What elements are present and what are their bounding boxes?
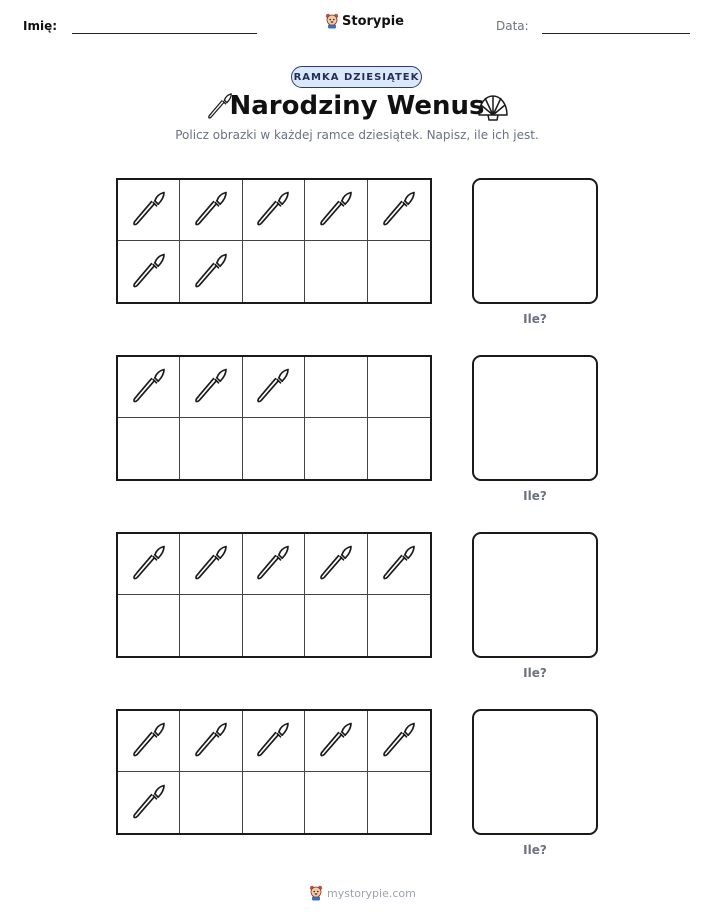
paintbrush-icon [253,544,293,584]
ten-frame-cell [180,357,242,418]
ten-frame-cell [368,357,430,418]
ten-frame-cell [180,180,242,241]
paintbrush-icon [253,367,293,407]
answer-box-1[interactable] [472,178,598,304]
answer-label-3: Ile? [523,666,547,680]
paintbrush-icon [316,721,356,761]
paintbrush-icon [129,544,169,584]
ten-frame-4 [116,709,432,835]
bear-mascot-icon [309,885,323,901]
paintbrush-icon [316,544,356,584]
ten-frame-cell [368,711,430,772]
date-line [542,33,690,34]
ten-frame-3 [116,532,432,658]
ten-frame-cell [243,241,305,302]
paintbrush-icon [316,190,356,230]
paintbrush-icon [129,190,169,230]
paintbrush-icon [191,544,231,584]
ten-frame-cell [180,595,242,656]
paintbrush-icon [253,721,293,761]
worksheet-type-badge: RAMKA DZIESIĄTEK [291,66,422,88]
ten-frame-cell [243,418,305,479]
ten-frame-cell [180,534,242,595]
answer-label-2: Ile? [523,489,547,503]
footer [309,885,416,901]
ten-frame-cell [305,357,367,418]
paintbrush-icon [191,252,231,292]
ten-frame-cell [305,711,367,772]
date-label: Data: [496,19,529,33]
ten-frame-cell [180,711,242,772]
brand-name: Storypie [342,13,404,29]
ten-frame-cell [180,418,242,479]
ten-frame-cell [368,418,430,479]
paintbrush-icon [253,190,293,230]
ten-frame-cell [305,595,367,656]
ten-frame-cell [118,357,180,418]
paintbrush-icon [191,367,231,407]
ten-frame-cell [243,711,305,772]
ten-frame-cell [243,180,305,241]
paintbrush-icon [191,190,231,230]
paintbrush-icon [129,721,169,761]
ten-frame-cell [305,241,367,302]
paintbrush-icon [129,367,169,407]
page-title: Narodziny Wenus [229,91,485,121]
ten-frame-cell [118,418,180,479]
ten-frame-cell [118,772,180,833]
ten-frame-cell [180,772,242,833]
answer-box-2[interactable] [472,355,598,481]
brand-logo [325,13,404,29]
ten-frame-cell [305,418,367,479]
answer-box-4[interactable] [472,709,598,835]
ten-frame-cell [118,534,180,595]
ten-frame-1 [116,178,432,304]
ten-frame-cell [305,534,367,595]
paintbrush-icon [379,190,419,230]
ten-frame-cell [243,772,305,833]
shell-icon [476,93,510,123]
name-line [72,33,257,34]
ten-frame-cell [118,595,180,656]
ten-frame-cell [368,180,430,241]
ten-frame-2 [116,355,432,481]
ten-frame-cell [368,241,430,302]
name-label: Imię: [23,19,58,33]
bear-mascot-icon [325,13,339,29]
ten-frame-cell [118,241,180,302]
ten-frame-cell [305,772,367,833]
answer-box-3[interactable] [472,532,598,658]
paintbrush-icon [379,544,419,584]
paintbrush-icon [129,252,169,292]
answer-label-1: Ile? [523,312,547,326]
ten-frame-cell [118,180,180,241]
footer-url: mystorypie.com [327,886,416,900]
answer-label-4: Ile? [523,843,547,857]
instructions-text: Policz obrazki w każdej ramce dziesiątek. Napisz, ile ich jest. [175,128,539,142]
paintbrush-icon [129,783,169,823]
ten-frame-cell [243,595,305,656]
ten-frame-cell [305,180,367,241]
paintbrush-icon [191,721,231,761]
ten-frame-cell [368,534,430,595]
ten-frame-cell [368,595,430,656]
ten-frame-cell [243,534,305,595]
ten-frame-cell [368,772,430,833]
ten-frame-cell [118,711,180,772]
paintbrush-icon [379,721,419,761]
ten-frame-cell [180,241,242,302]
ten-frame-cell [243,357,305,418]
